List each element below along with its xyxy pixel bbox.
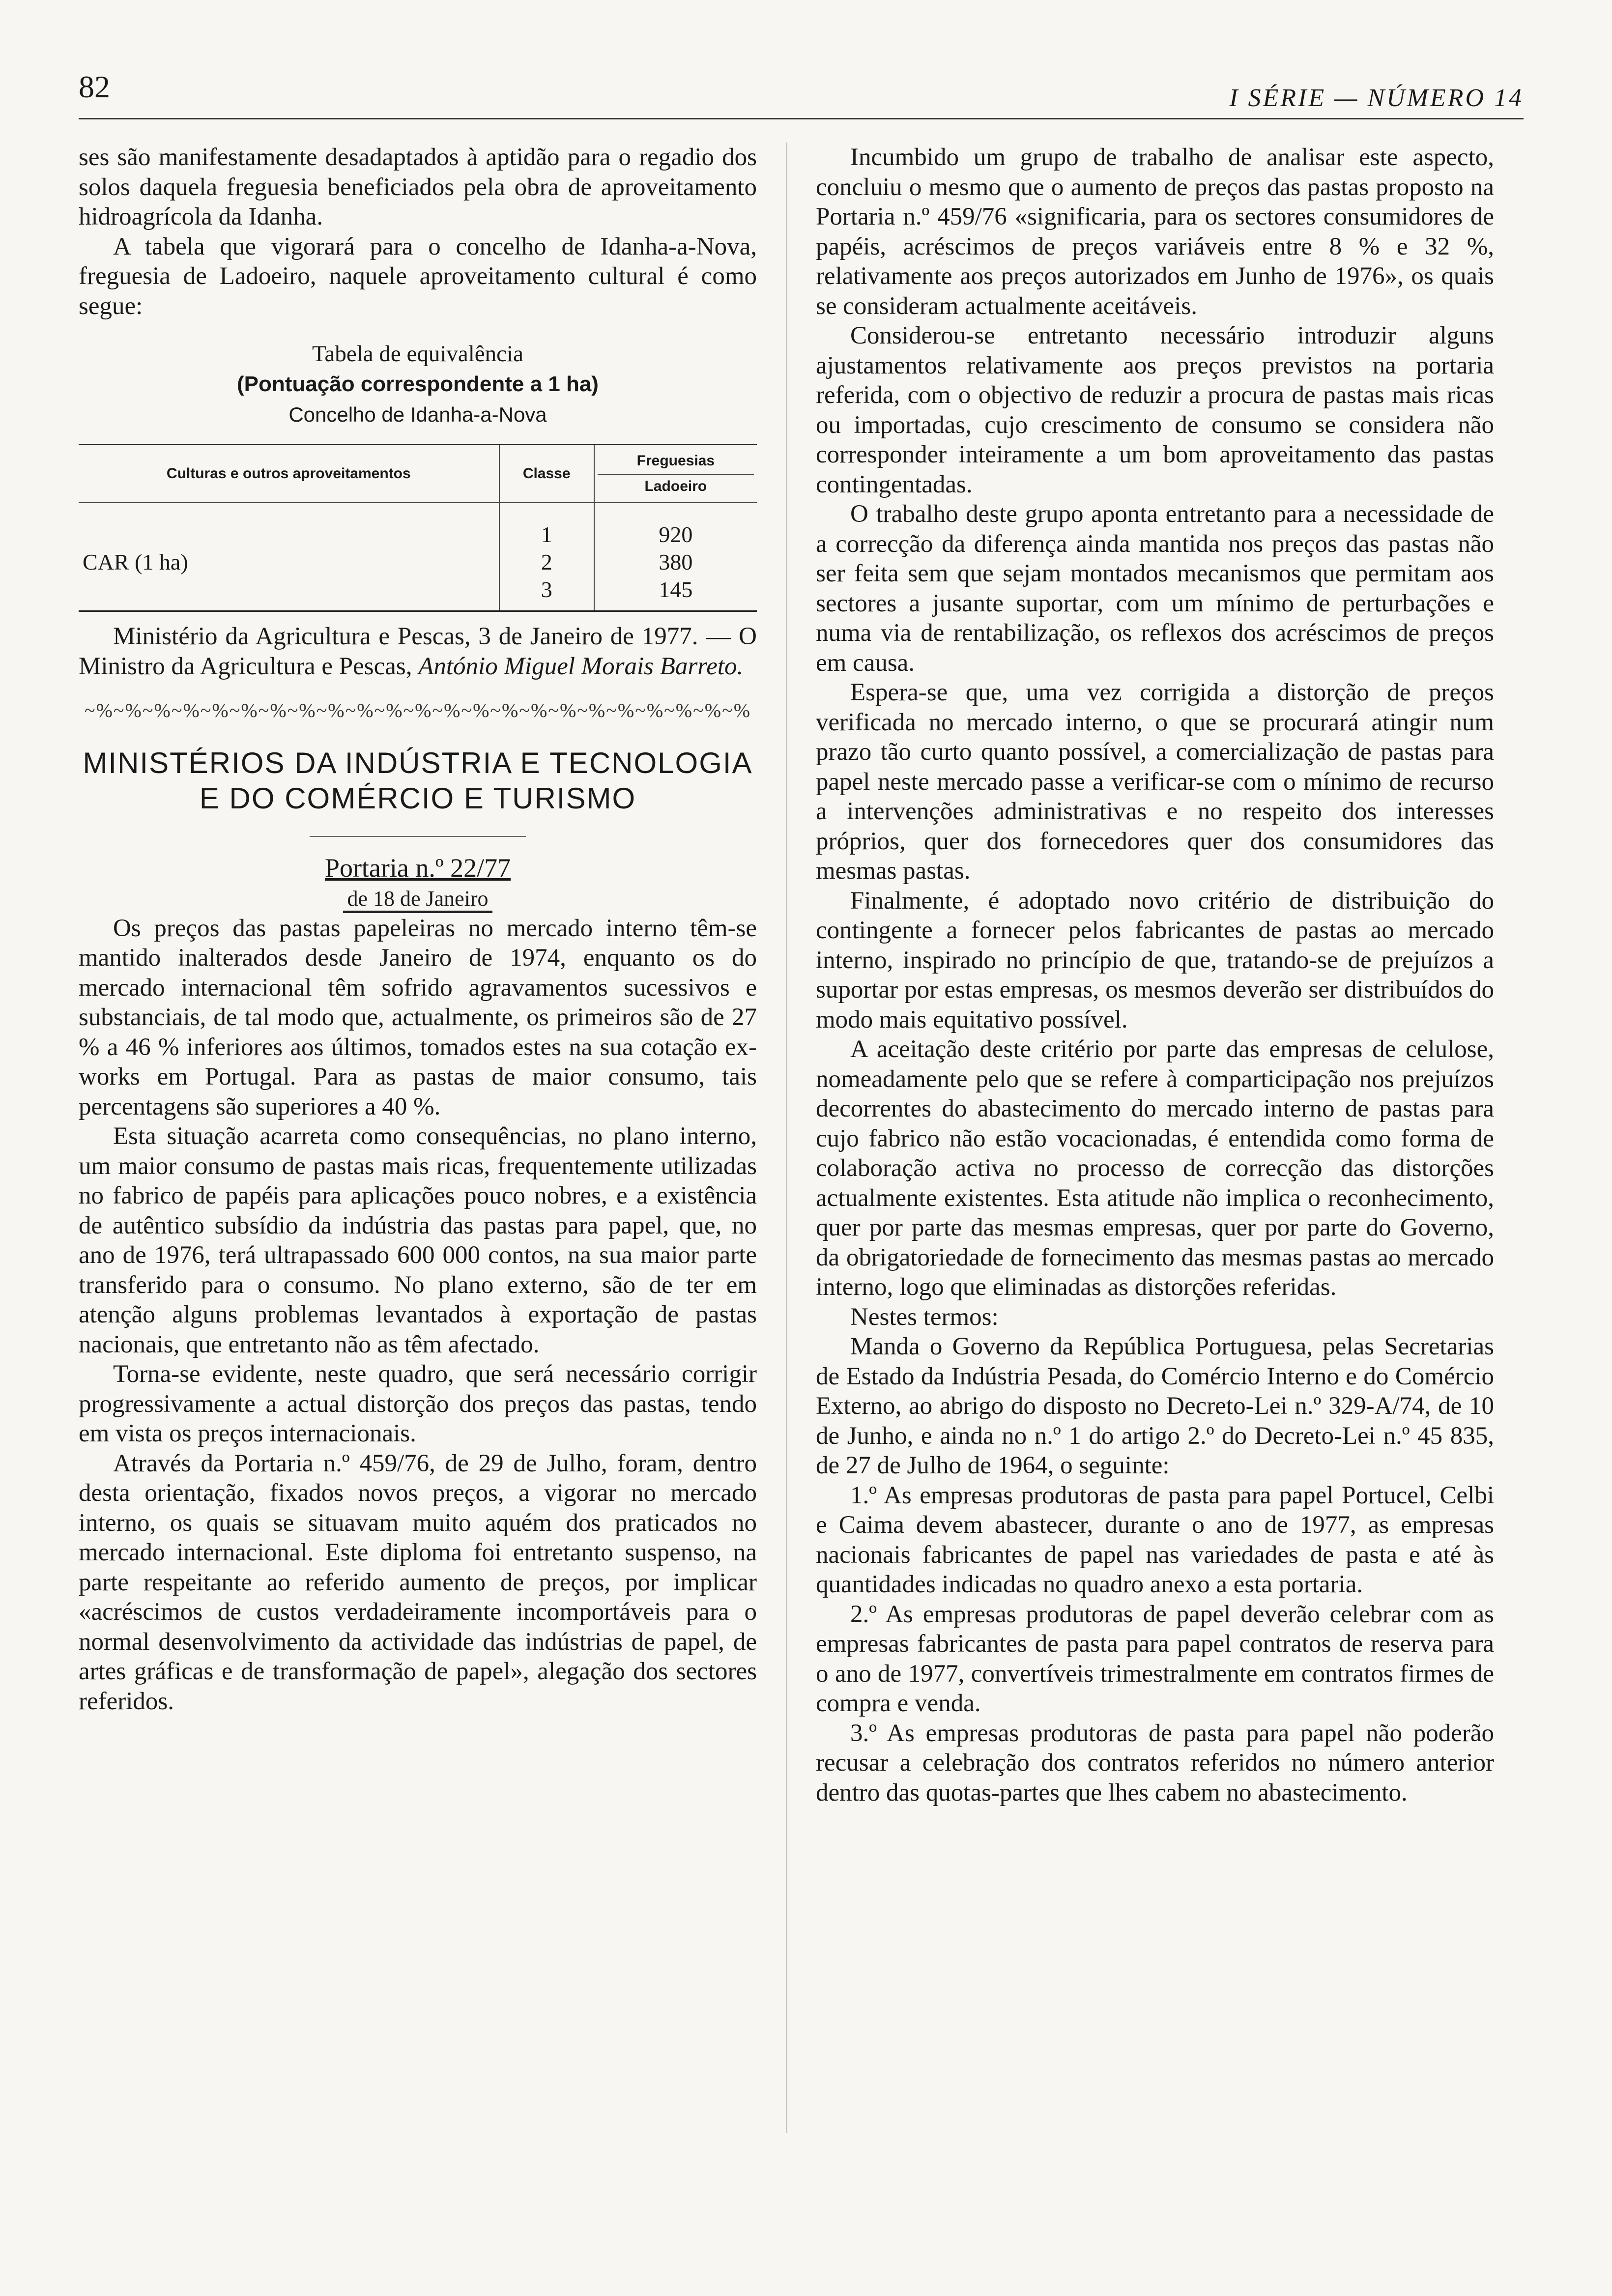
paragraph: Os preços das pastas papeleiras no mercado interno têm-se mantido inalterados desde Janeiro de 1974, enquanto os do mercado internacional têm sofrido agravamentos sucessivos e substanciais, de tal modo que, actualmente, os primeiros são de 27 % a 46 % inferiores aos últimos, tomados estes na sua cotação ex-works em Portugal. Para as pastas de maior consumo, tais percentagens são superiores a 40 %. (79, 914, 757, 1120)
paragraph: Manda o Governo da República Portuguesa, pelas Secretarias de Estado da Indústria Pesada, do Comércio Interno e do Comércio Externo, ao abrigo do disposto no Decreto-Lei n.º 329-A/74, de 10 de Junho, e ainda no n.º 1 do artigo 2.º do Decreto-Lei n.º 45 835, de 27 de Julho de 1964, o seguinte: (816, 1333, 1494, 1479)
ministry-heading-line2: E DO COMÉRCIO E TURISMO (199, 781, 636, 815)
left-column (79, 143, 757, 1716)
cell-class: 2 (499, 548, 594, 576)
paragraph: Através da Portaria n.º 459/76, de 29 de Julho, foram, dentro desta orientação, fixados novos preços, a vigorar no mercado interno, os quais se situavam muito aquém dos praticados no mercado internacional. Este diploma foi entretanto suspenso, na parte respeitante ao referido aumento de preços, por implicar «acréscimos de custos verdadeiramente incomportáveis para o normal desenvolvimento da actividade das indústrias de papel, de artes gráficas e de transformação de papel», alegação dos sectores referidos. (79, 1449, 757, 1715)
paragraph: Finalmente, é adoptado novo critério de distribuição do contingente a fornecer pelos fabricantes de pastas ao mercado interno, inspirado no princípio de que, tratando-se de prejuízos a suportar por estas empresas, os mesmos deverão ser distribuídos do modo mais equitativo possível. (816, 887, 1494, 1033)
paragraph: Nestes termos: (850, 1303, 999, 1331)
cell-value: 920 (659, 522, 693, 547)
column-divider (786, 143, 787, 2133)
cell-value: 380 (659, 549, 693, 574)
paragraph: 2.º As empresas produtoras de papel deverão celebrar com as empresas fabricantes de pasta para papel contratos de reserva para o ano de 1977, convertíveis trimestralmente em contratos firmes de compra e venda. (816, 1600, 1494, 1717)
right-column (816, 143, 1494, 1808)
table-title: Tabela de equivalência (312, 341, 523, 367)
table-row (79, 503, 757, 548)
paragraph: Esta situação acarreta como consequências, no plano interno, um maior consumo de pastas mais ricas, frequentemente utilizadas no fabrico de papéis para aplicações pouco nobres, e a existência de autêntico subsídio da indústria das pastas para papel, que, no ano de 1976, terá ultrapassado 600 000 contos, na sua maior parte transferido para o consumo. No plano externo, são de ter em atenção alguns problemas levantados à exportação de pastas nacionais, que entretanto não as têm afectado. (79, 1122, 757, 1358)
ministry-heading (79, 746, 757, 816)
paragraph: 1.º As empresas produtoras de pasta para papel Portucel, Celbi e Caima devem abastecer, durante o ano de 1977, as empresas nacionais fabricantes de papel nas variedades de pasta e até às quantidades indicadas no quadro anexo a esta portaria. (816, 1481, 1494, 1598)
table-subtitle: (Pontuação correspondente a 1 ha) (237, 372, 599, 396)
paragraph: A aceitação deste critério por parte das empresas de celulose, nomeadamente pelo que se refere à comparticipação nos prejuízos decorrentes do abastecimento do mercado interno de pastas para cujo fabrico não estão vocacionadas, é entendida como forma de colaboração activa no processo de correcção das distorções actualmente existentes. Esta atitude não implica o reconhecimento, quer por parte das mesmas empresas, quer por parte do Governo, da obrigatoriedade de fornecimento das mesmas pastas ao mercado interno, logo que eliminadas as distorções referidas. (816, 1035, 1494, 1301)
series-number: I SÉRIE — NÚMERO 14 (1229, 84, 1524, 112)
paragraph: Torna-se evidente, neste quadro, que será necessário corrigir progressivamente a actual distorção dos preços das pastas, tendo em vista os preços internacionais. (79, 1360, 757, 1447)
ministry-heading-line1: MINISTÉRIOS DA INDÚSTRIA E TECNOLOGIA (83, 746, 753, 779)
col-header-freguesias-label: Freguesias (636, 453, 715, 469)
paragraph: A tabela que vigorará para o concelho de Idanha-a-Nova, freguesia de Ladoeiro, naquele aproveitamento cultural é como segue: (79, 232, 757, 320)
col-header-class: Classe (499, 445, 594, 503)
cell-class: 1 (499, 503, 594, 548)
heading-rule (310, 836, 526, 837)
cell-class: 3 (499, 576, 594, 611)
row-label-empty (79, 503, 499, 548)
col-header-ladoeiro: Ladoeiro (598, 474, 754, 495)
signature-text: Ministério da Agricultura e Pescas, 3 de Janeiro de 1977. — O Ministro da Agricultura e Pescas, (79, 623, 757, 680)
table-row (79, 548, 757, 576)
row-label-empty (79, 576, 499, 611)
table-region: Concelho de Idanha-a-Nova (288, 403, 547, 426)
paragraph: 3.º As empresas produtoras de pasta para papel não poderão recusar a celebração dos contratos referidos no número anterior dentro das quotas-partes que lhes cabem no abastecimento. (816, 1719, 1494, 1807)
equivalence-table (79, 444, 757, 612)
paragraph: Espera-se que, uma vez corrigida a distorção de preços verificada no mercado interno, o que se procurará atingir num prazo tão curto quanto possível, a comercialização de pastas para papel neste mercado passe a verificar-se com o mínimo de recurso a intervenções administrativas e no respeito dos interesses próprios, quer dos fornecedores quer dos consumidores das mesmas pastas. (816, 679, 1494, 885)
cell-value: 145 (594, 576, 757, 611)
portaria-date (79, 884, 757, 914)
equivalence-table-block (79, 339, 757, 612)
minister-name: António Miguel Morais Barreto. (418, 652, 744, 680)
paragraph: Incumbido um grupo de trabalho de analisar este aspecto, concluiu o mesmo que o aumento de preços das pastas proposto na Portaria n.º 459/76 «significaria, para os sectores consumidores de papéis, acréscimos de preços variáveis entre 8 % e 32 %, relativamente aos preços autorizados em Junho de 1976», os quais se consideram actualmente aceitáveis. (816, 144, 1494, 320)
paragraph: O trabalho deste grupo aponta entretanto para a necessidade de a correcção da diferença ainda mantida nos preços das pastas não ser feita sem que sejam montados mecanismos que permitam aos sectores a jusante suportar, com um mínimo de perturbações e numa via de rentabilização, os reflexos dos acréscimos de preços em causa. (816, 500, 1494, 677)
signature-block (79, 622, 757, 681)
table-row (79, 576, 757, 611)
paragraph: ses são manifestamente desadaptados à aptidão para o regadio dos solos daquela freguesia beneficiados pela obra de aproveitamento hidroagrícola da Idanha. (79, 144, 757, 230)
page-number: 82 (79, 69, 110, 104)
portaria-date-text: de 18 de Janeiro (343, 887, 492, 913)
page-header (79, 64, 1524, 119)
col-header-freguesias (594, 445, 757, 503)
row-label: CAR (1 ha) (79, 548, 499, 576)
ornamental-divider: ~%~%~%~%~%~%~%~%~%~%~%~%~%~%~%~%~%~%~%~%~%~%~% (84, 699, 751, 721)
portaria-title: Portaria n.º 22/77 (324, 853, 511, 883)
paragraph: Considerou-se entretanto necessário introduzir alguns ajustamentos relativamente aos preços previstos na portaria referida, com o objectivo de reduzir a procura de pastas mais ricas ou importadas, cujo crescimento de consumo se considera não corresponder inteiramente a um bom aproveitamento das pastas contingentadas. (816, 322, 1494, 498)
col-header-culture: Culturas e outros aproveitamentos (79, 445, 499, 503)
